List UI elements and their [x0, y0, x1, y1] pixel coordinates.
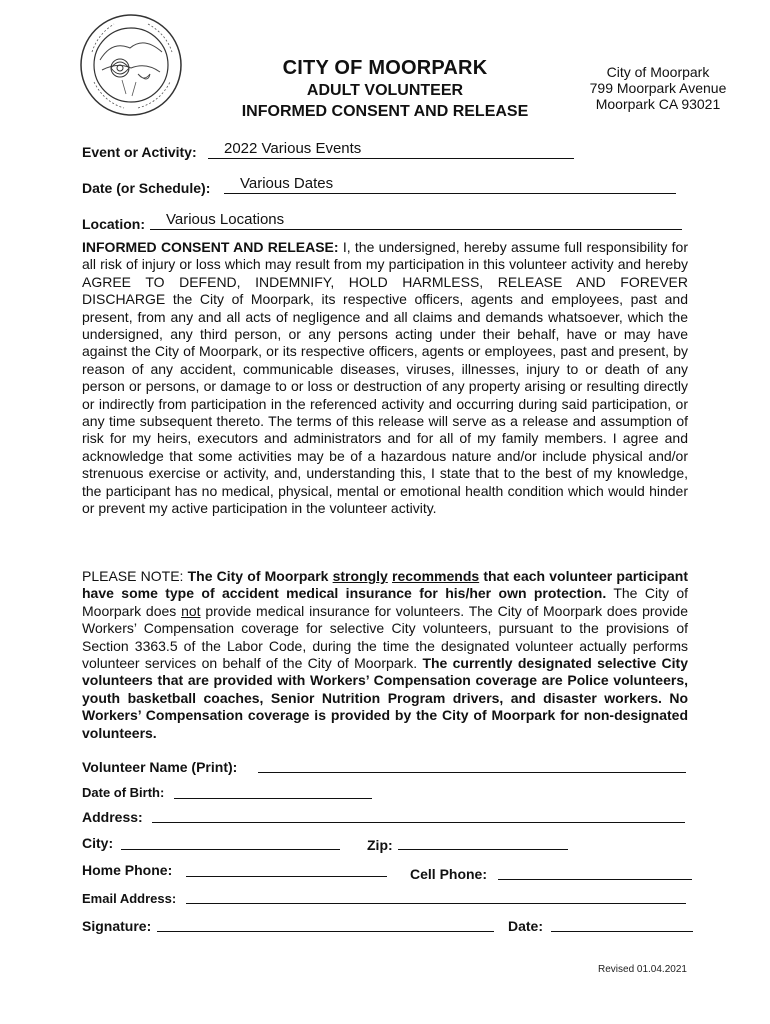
location-field[interactable]: Various Locations	[150, 212, 682, 230]
note-bold1: The City of Moorpark	[187, 568, 333, 584]
signature-label: Signature:	[82, 918, 152, 934]
location-row	[82, 216, 145, 232]
revised-date: Revised 01.04.2021	[598, 964, 687, 975]
email-label: Email Address:	[82, 891, 177, 906]
note-strongly: strongly	[332, 568, 388, 584]
name-label: Volunteer Name (Print):	[82, 759, 238, 775]
date-label: Date (or Schedule):	[82, 180, 211, 196]
consent-paragraph	[82, 239, 688, 518]
org-title: CITY OF MOORPARK	[282, 57, 488, 79]
note-prefix: PLEASE NOTE:	[82, 568, 188, 584]
note-bold2: that each volunteer participant have some type of accident medical insurance for his/her own protection.	[82, 568, 688, 602]
address-label: Address:	[82, 809, 143, 825]
form-title-line1: ADULT VOLUNTEER	[306, 82, 464, 99]
home-phone-label: Home Phone:	[82, 862, 173, 878]
home-phone-input[interactable]	[186, 875, 387, 877]
zip-label: Zip:	[367, 837, 393, 853]
location-label: Location:	[82, 216, 145, 232]
name-input[interactable]	[258, 771, 686, 773]
event-label: Event or Activity:	[82, 144, 197, 160]
note-text1: The City of Moorpark does	[82, 585, 689, 619]
consent-heading: INFORMED CONSENT AND RELEASE:	[82, 239, 339, 255]
dob-input[interactable]	[174, 797, 372, 799]
zip-input[interactable]	[398, 848, 568, 850]
city-label: City:	[82, 835, 114, 851]
note-not: not	[181, 602, 201, 619]
title-block	[220, 56, 550, 122]
email-input[interactable]	[186, 902, 686, 904]
address-line2: 799 Moorpark Avenue	[589, 80, 727, 96]
city-address	[583, 64, 733, 112]
signature-input[interactable]	[157, 930, 494, 932]
dob-label: Date of Birth:	[82, 785, 165, 800]
cell-phone-label: Cell Phone:	[410, 866, 488, 882]
event-row	[82, 144, 197, 160]
address-line1: City of Moorpark	[606, 64, 710, 80]
address-line3: Moorpark CA 93021	[595, 96, 721, 112]
note-bold3: The currently designated selective City volunteers that are provided with Workers’ Compensation coverage are Police volunteers, youth basketball coaches, Senior Nutrition Program drivers, and disaster workers. No Workers’ Compensation coverage is provided by the City of Moorpark for non-designated volunteers.	[82, 655, 689, 741]
note-text2: provide medical insurance for volunteers. The City of Moorpark does provide Workers’ Compensation coverage for selective City volunteers, pursuant to the provisions of Section 3363.5 of the Labor Code, during the time the designated volunteer actually performs volunteer services on behalf of the City of Moorpark.	[82, 602, 688, 672]
form-title-line2: INFORMED CONSENT AND RELEASE	[241, 103, 529, 120]
date-signed-input[interactable]	[551, 930, 693, 932]
note-recommends: recommends	[392, 568, 480, 584]
date-row	[82, 180, 210, 196]
address-input[interactable]	[152, 821, 685, 823]
city-seal-icon	[78, 12, 184, 118]
consent-text: I, the undersigned, hereby assume full responsibility for all risk of injury or loss which may result from my participation in this volunteer activity and hereby AGREE TO DEFEND, INDEMNIFY, HOLD HARMLESS, RELEASE AND FOREVER DISCHARGE the City of Moorpark, its respective officers, agents and employees, past and present, from any and all acts of negligence and all claims and demands whatsoever, which the undersigned, any third person, or any persons acting under their behalf, have or may have against the City of Moorpark, or its respective officers, agents or employees, past and present, by reason of any accident, communicable diseases, viruses, illnesses, injury to or death of any person or persons, or damage to or loss or destruction of any property arising or resulting directly or indirectly from participation in the referenced activity and occurring during said participation, or any time subsequent thereto. The terms of this release will serve as a release and assumption of risk for my heirs, executors and administrators and for all of my family members. I agree and acknowledge that some activities may be of a hazardous nature and/or include physical and/or strenuous exercise or activity, and, understanding this, I state that to the best of my knowledge, the participant has no medical, physical, mental or emotional health condition which would hinder or prevent my active participation in the volunteer activity.	[82, 239, 688, 517]
event-field[interactable]: 2022 Various Events	[208, 141, 574, 159]
insurance-note	[82, 568, 688, 742]
date-signed-label: Date:	[508, 918, 544, 934]
date-field[interactable]: Various Dates	[224, 176, 676, 194]
city-input[interactable]	[121, 848, 340, 850]
cell-phone-input[interactable]	[498, 878, 692, 880]
